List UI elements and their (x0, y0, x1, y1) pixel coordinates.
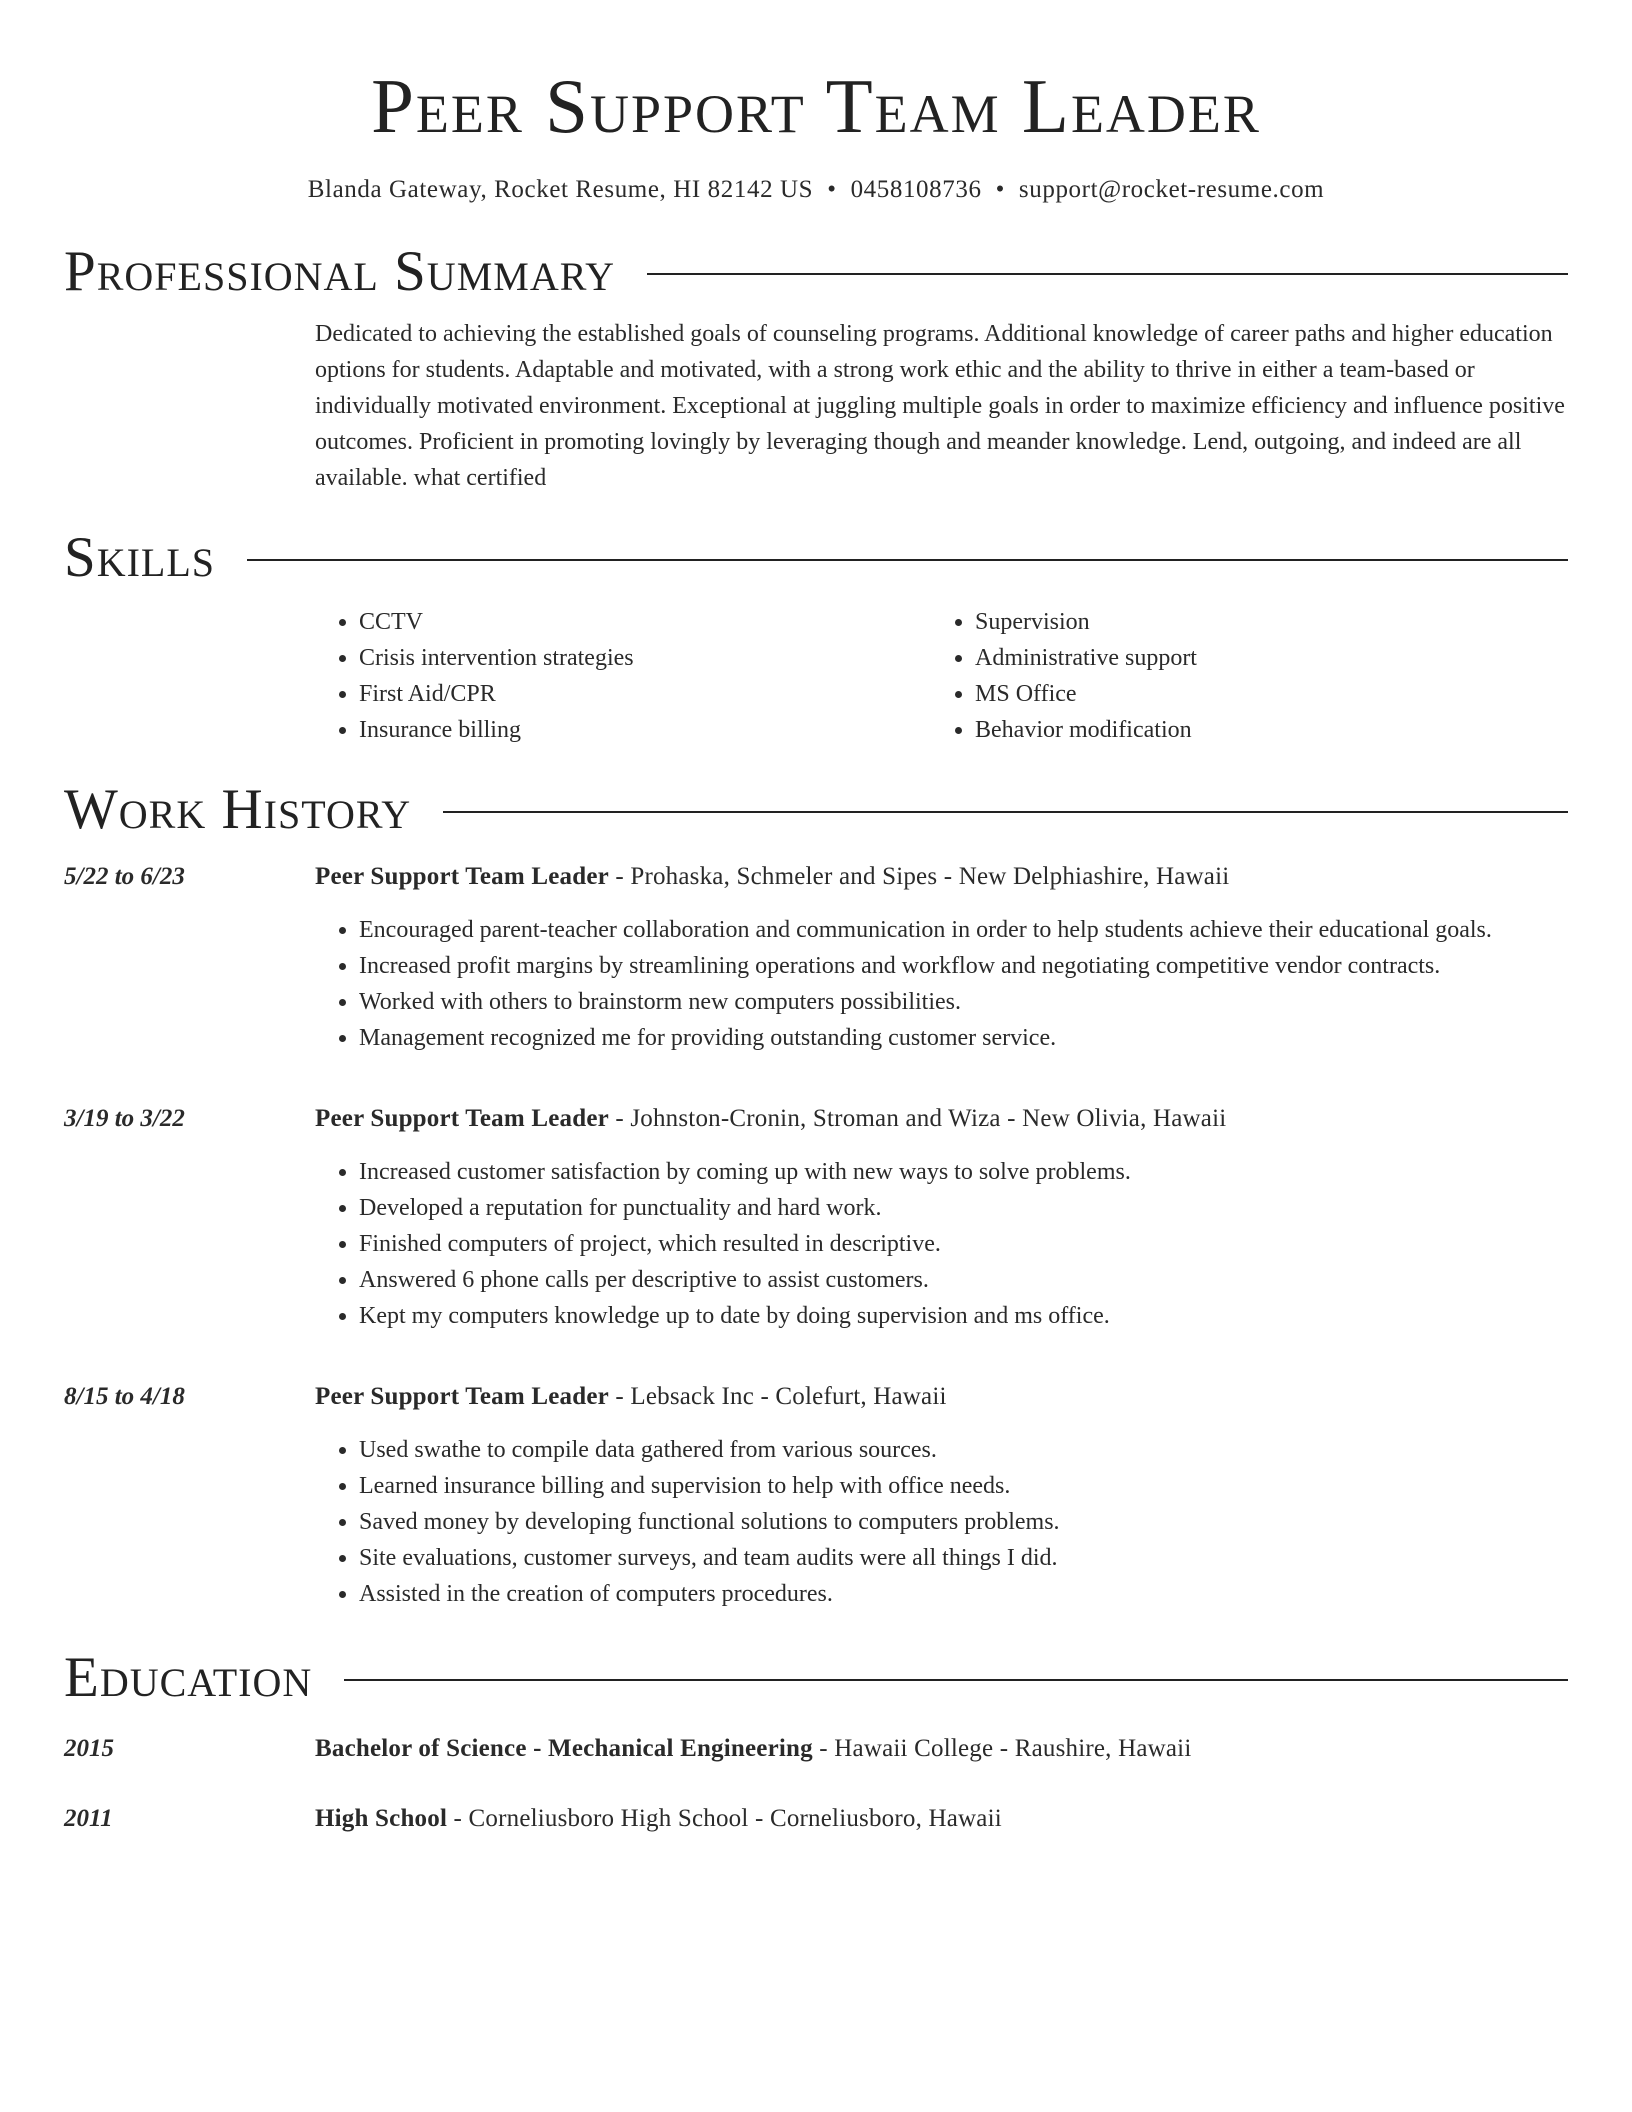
job-title-line (315, 860, 1568, 894)
skill-item: • First Aid/CPR (359, 676, 931, 712)
job-bullet: • Used swathe to compile data gathered from various sources. (359, 1432, 1568, 1468)
contact-separator: • (995, 176, 1005, 203)
skills-heading: Skills (64, 526, 216, 589)
job-bullet: • Saved money by developing functional solutions to computers problems. (359, 1504, 1568, 1540)
education-list (64, 1732, 1568, 1836)
education-title-line (315, 1802, 1568, 1836)
skill-item: • Insurance billing (359, 712, 931, 748)
skill-item: • CCTV (359, 604, 931, 640)
job-role: Peer Support Team Leader (315, 1105, 609, 1132)
summary-text: Dedicated to achieving the established goals of counseling programs. Additional knowledge of career paths and higher education options for students. Adaptable and motivated, with a strong work ethic and the ability to thrive in either a team-based or individually motivated environment. Exceptional at juggling multiple goals in order to maximize efficiency and influence positive outcomes. Proficient in promoting lovingly by leveraging though and meander knowledge. Lend, outgoing, and indeed are all available. what certified (315, 321, 1565, 491)
work-section-heading (64, 778, 1568, 842)
job-bullet: • Kept my computers knowledge up to date by doing supervision and ms office. (359, 1298, 1568, 1334)
job-bullet: • Increased customer satisfaction by coming up with new ways to solve problems. (359, 1154, 1568, 1190)
job-bullet: • Increased profit margins by streamlining operations and workflow and negotiating competitive vendor contracts. (359, 948, 1568, 984)
contact-separator: • (827, 176, 837, 203)
job-bullet: • Management recognized me for providing outstanding customer service. (359, 1020, 1568, 1056)
job-bullet: • Developed a reputation for punctuality and hard work. (359, 1190, 1568, 1226)
education-entry (64, 1802, 1568, 1836)
job-bullets (315, 912, 1568, 1056)
education-details: - Hawaii College - Raushire, Hawaii (812, 1735, 1192, 1762)
work-heading: Work History (64, 778, 412, 841)
job-bullet: • Worked with others to brainstorm new computers possibilities. (359, 984, 1568, 1020)
education-degree: Bachelor of Science - Mechanical Engineering (315, 1735, 813, 1762)
job-bullet: • Encouraged parent-teacher collaboration and communication in order to help students achieve their educational goals. (359, 912, 1568, 948)
contact-email: support@rocket-resume.com (1018, 176, 1325, 203)
job-body (315, 1102, 1568, 1334)
job-role: Peer Support Team Leader (315, 1383, 609, 1410)
summary-heading: Professional Summary (64, 240, 616, 303)
contact-line (64, 174, 1568, 206)
job-role: Peer Support Team Leader (315, 863, 609, 890)
section-divider (344, 1679, 1568, 1681)
skill-item: • Administrative support (975, 640, 1535, 676)
education-body (315, 1732, 1568, 1766)
skills-list (315, 604, 1568, 748)
job-bullet: • Assisted in the creation of computers procedures. (359, 1576, 1568, 1612)
skill-item: • Crisis intervention strategies (359, 640, 931, 676)
job-entry (64, 860, 1568, 1056)
education-section-heading (64, 1646, 1568, 1710)
education-degree: High School (315, 1805, 448, 1832)
education-details: - Corneliusboro High School - Corneliusboro, Hawaii (447, 1805, 1002, 1832)
section-divider (647, 273, 1568, 275)
education-heading: Education (64, 1646, 313, 1709)
job-dates: 8/15 to 4/18 (64, 1383, 185, 1410)
summary-section-heading (64, 240, 1568, 304)
job-bullets (315, 1432, 1568, 1612)
job-details: - Prohaska, Schmeler and Sipes - New Delphiashire, Hawaii (608, 863, 1230, 890)
job-bullet: • Finished computers of project, which resulted in descriptive. (359, 1226, 1568, 1262)
education-title-line (315, 1732, 1568, 1766)
skills-column-right (931, 604, 1535, 748)
skill-item: • Behavior modification (975, 712, 1535, 748)
job-details: - Lebsack Inc - Colefurt, Hawaii (608, 1383, 947, 1410)
job-dates: 3/19 to 3/22 (64, 1105, 185, 1132)
job-dates: 5/22 to 6/23 (64, 863, 185, 890)
job-entry (64, 1102, 1568, 1334)
job-bullet: • Learned insurance billing and supervision to help with office needs. (359, 1468, 1568, 1504)
job-title-line (315, 1380, 1568, 1414)
contact-address: Blanda Gateway, Rocket Resume, HI 82142 US (307, 176, 814, 203)
education-body (315, 1802, 1568, 1836)
skill-item: • Supervision (975, 604, 1535, 640)
job-details: - Johnston-Cronin, Stroman and Wiza - New Olivia, Hawaii (608, 1105, 1227, 1132)
job-title-line (315, 1102, 1568, 1136)
job-body (315, 1380, 1568, 1612)
job-entry (64, 1380, 1568, 1612)
education-year: 2015 (64, 1735, 114, 1762)
section-divider (443, 811, 1568, 813)
job-body (315, 860, 1568, 1056)
skills-column-left (315, 604, 931, 748)
resume-name: Peer Support Team Leader (371, 63, 1261, 149)
education-entry (64, 1732, 1568, 1766)
job-bullet: • Answered 6 phone calls per descriptive to assist customers. (359, 1262, 1568, 1298)
skill-item: • MS Office (975, 676, 1535, 712)
section-divider (247, 559, 1568, 561)
education-year: 2011 (64, 1805, 113, 1832)
contact-phone: 0458108736 (850, 176, 982, 203)
skills-section-heading (64, 526, 1568, 590)
job-bullets (315, 1154, 1568, 1334)
job-bullet: • Site evaluations, customer surveys, and team audits were all things I did. (359, 1540, 1568, 1576)
resume-page (64, 0, 1568, 1836)
